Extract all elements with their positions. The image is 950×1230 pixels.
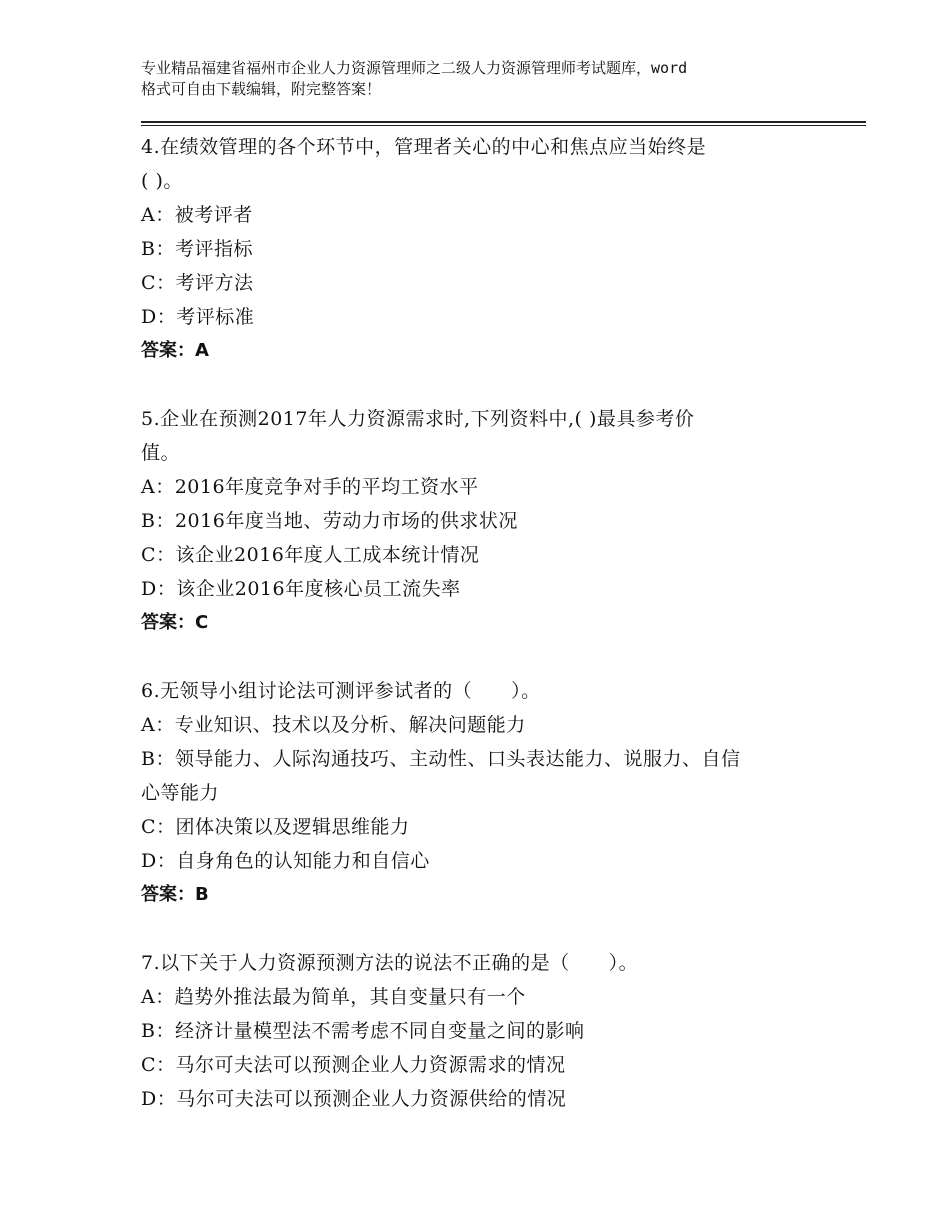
answer-label: 答案：C [141, 612, 209, 633]
question-stem: 7.以下关于人力资源预测方法的说法不正确的是（ ）。 [141, 952, 639, 974]
question-5 [141, 402, 821, 640]
option-a: A：趋势外推法最为简单，其自变量只有一个 [141, 986, 526, 1008]
option-a: A：2016年度竞争对手的平均工资水平 [141, 476, 479, 498]
header-line-2: 格式可自由下载编辑，附完整答案！ [141, 80, 382, 98]
option-b: B：领导能力、人际沟通技巧、主动性、口头表达能力、说服力、自信 [141, 748, 741, 770]
question-6 [141, 674, 821, 912]
option-a: A：专业知识、技术以及分析、解决问题能力 [141, 714, 526, 736]
header-rule-thin [141, 125, 866, 126]
answer-label: 答案：A [141, 340, 209, 361]
question-list [141, 130, 821, 1150]
question-stem: 6.无领导小组讨论法可测评参试者的（ ）。 [141, 680, 541, 702]
question-4 [141, 130, 821, 368]
option-c: C：该企业2016年度人工成本统计情况 [141, 544, 480, 566]
option-d: D：自身角色的认知能力和自信心 [141, 850, 430, 872]
header-rule-thick [141, 121, 866, 123]
option-a: A：被考评者 [141, 204, 253, 226]
question-stem: 值。 [141, 442, 181, 464]
question-stem: 4.在绩效管理的各个环节中，管理者关心的中心和焦点应当始终是 [141, 136, 707, 158]
question-7 [141, 946, 821, 1116]
option-b: B：2016年度当地、劳动力市场的供求状况 [141, 510, 518, 532]
option-b: B：经济计量模型法不需考虑不同自变量之间的影响 [141, 1020, 585, 1042]
document-header [141, 58, 831, 100]
option-c: C：马尔可夫法可以预测企业人力资源需求的情况 [141, 1054, 566, 1076]
option-b-continued: 心等能力 [141, 782, 220, 804]
question-stem: 5.企业在预测2017年人力资源需求时,下列资料中,( )最具参考价 [141, 408, 695, 430]
option-c: C：考评方法 [141, 272, 254, 294]
option-d: D：该企业2016年度核心员工流失率 [141, 578, 461, 600]
option-d: D：马尔可夫法可以预测企业人力资源供给的情况 [141, 1088, 567, 1110]
option-b: B：考评指标 [141, 238, 253, 260]
question-stem: ( )。 [141, 170, 183, 192]
option-c: C：团体决策以及逻辑思维能力 [141, 816, 410, 838]
option-d: D：考评标准 [141, 306, 255, 328]
answer-label: 答案：B [141, 884, 209, 905]
header-line-1: 专业精品福建省福州市企业人力资源管理师之二级人力资源管理师考试题库，word [141, 59, 688, 77]
